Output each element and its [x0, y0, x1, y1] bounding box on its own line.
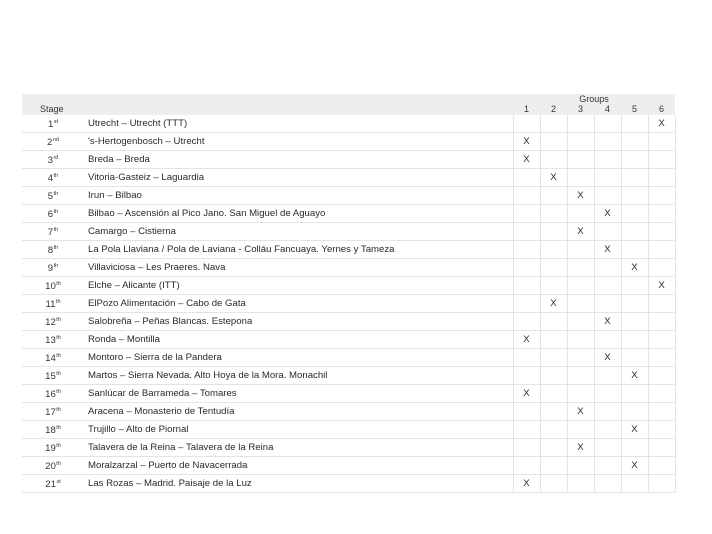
- stage-number-cell: [22, 169, 84, 187]
- group-cell-empty: [621, 295, 648, 313]
- stage-ordinal-suffix: th: [56, 281, 61, 287]
- stage-number: 16: [45, 389, 56, 400]
- stage-route: 's-Hertogenbosch – Utrecht: [84, 133, 513, 151]
- group-cell-empty: [594, 295, 621, 313]
- group-cell-empty: [567, 385, 594, 403]
- group-cell-empty: [621, 313, 648, 331]
- group-cell-empty: [513, 241, 540, 259]
- table-row: [22, 475, 675, 493]
- stage-number: 17: [45, 407, 56, 418]
- group-cell-empty: [513, 295, 540, 313]
- stage-route: Salobreña – Peñas Blancas. Estepona: [84, 313, 513, 331]
- table-row: [22, 439, 675, 457]
- group-cell-empty: [540, 475, 567, 493]
- group-mark: X: [513, 475, 540, 493]
- group-cell-empty: [648, 187, 675, 205]
- group-mark: X: [567, 223, 594, 241]
- group-cell-empty: [540, 115, 567, 133]
- group-cell-empty: [540, 349, 567, 367]
- stage-number: 20: [45, 461, 56, 472]
- stage-route: Aracena – Monasterio de Tentudía: [84, 403, 513, 421]
- stage-number-cell: [22, 133, 84, 151]
- stage-number: 13: [45, 335, 56, 346]
- table-header: [22, 94, 675, 115]
- group-cell-empty: [648, 223, 675, 241]
- stage-number-cell: [22, 151, 84, 169]
- stage-number: 19: [45, 443, 56, 454]
- group-cell-empty: [513, 457, 540, 475]
- group-cell-empty: [540, 277, 567, 295]
- stage-ordinal-suffix: th: [56, 389, 61, 395]
- group-cell-empty: [540, 457, 567, 475]
- stage-number: 18: [45, 425, 56, 436]
- group-cell-empty: [567, 259, 594, 277]
- stage-route: Trujillo – Alto de Piornal: [84, 421, 513, 439]
- stage-route: Villaviciosa – Les Praeres. Nava: [84, 259, 513, 277]
- group-cell-empty: [621, 133, 648, 151]
- group-cell-empty: [567, 241, 594, 259]
- group-cell-empty: [513, 403, 540, 421]
- group-cell-empty: [540, 385, 567, 403]
- group-cell-empty: [513, 169, 540, 187]
- group-cell-empty: [513, 277, 540, 295]
- stage-number: 14: [45, 353, 56, 364]
- stage-ordinal-suffix: th: [56, 353, 61, 359]
- stage-number-cell: [22, 349, 84, 367]
- stage-route: Sanlúcar de Barrameda – Tomares: [84, 385, 513, 403]
- stage-ordinal-suffix: th: [53, 245, 59, 251]
- stage-number-cell: [22, 295, 84, 313]
- stage-number-cell: [22, 457, 84, 475]
- group-cell-empty: [621, 277, 648, 295]
- group-mark: X: [594, 313, 621, 331]
- group-number-header: 6: [648, 104, 675, 115]
- stage-route: Breda – Breda: [84, 151, 513, 169]
- group-mark: X: [513, 151, 540, 169]
- group-number-header: 1: [513, 104, 540, 115]
- group-cell-empty: [567, 205, 594, 223]
- group-cell-empty: [648, 349, 675, 367]
- group-mark: X: [621, 421, 648, 439]
- group-cell-empty: [567, 295, 594, 313]
- stage-route: Ronda – Montilla: [84, 331, 513, 349]
- group-cell-empty: [621, 385, 648, 403]
- group-cell-empty: [513, 187, 540, 205]
- group-cell-empty: [513, 349, 540, 367]
- table-row: [22, 115, 675, 133]
- stage-number-cell: [22, 277, 84, 295]
- group-cell-empty: [540, 151, 567, 169]
- group-cell-empty: [567, 421, 594, 439]
- stage-number-cell: [22, 223, 84, 241]
- group-mark: X: [567, 439, 594, 457]
- route-header: [84, 104, 513, 115]
- group-cell-empty: [540, 223, 567, 241]
- group-mark: X: [540, 169, 567, 187]
- group-cell-empty: [594, 133, 621, 151]
- group-cell-empty: [567, 133, 594, 151]
- stage-route: Martos – Sierra Nevada. Alto Hoya de la Mora. Monachil: [84, 367, 513, 385]
- group-cell-empty: [594, 259, 621, 277]
- table-row: [22, 295, 675, 313]
- group-cell-empty: [540, 133, 567, 151]
- stage-number-cell: [22, 187, 84, 205]
- group-cell-empty: [621, 331, 648, 349]
- stage-route: Las Rozas – Madrid. Paisaje de la Luz: [84, 475, 513, 493]
- group-number-header: 5: [621, 104, 648, 115]
- group-cell-empty: [648, 421, 675, 439]
- group-cell-empty: [540, 439, 567, 457]
- stage-ordinal-suffix: th: [56, 371, 61, 377]
- stage-route: Bilbao – Ascensión al Pico Jano. San Miguel de Aguayo: [84, 205, 513, 223]
- group-mark: X: [621, 457, 648, 475]
- table-row: [22, 151, 675, 169]
- stage-ordinal-suffix: th: [56, 425, 61, 431]
- group-cell-empty: [594, 421, 621, 439]
- group-cell-empty: [567, 475, 594, 493]
- stage-route: Camargo – Cistierna: [84, 223, 513, 241]
- table-row: [22, 403, 675, 421]
- stage-ordinal-suffix: th: [53, 263, 59, 269]
- stage-ordinal-suffix: th: [56, 461, 61, 467]
- group-number-header: 4: [594, 104, 621, 115]
- group-cell-empty: [594, 475, 621, 493]
- stage-number: 1: [47, 119, 54, 130]
- group-cell-empty: [513, 439, 540, 457]
- group-cell-empty: [594, 439, 621, 457]
- stage-number-cell: [22, 403, 84, 421]
- group-mark: X: [648, 277, 675, 295]
- group-cell-empty: [621, 223, 648, 241]
- stage-number: 8: [47, 245, 54, 256]
- group-cell-empty: [540, 403, 567, 421]
- stage-number-cell: [22, 385, 84, 403]
- group-cell-empty: [648, 367, 675, 385]
- stage-number-cell: [22, 313, 84, 331]
- group-cell-empty: [513, 367, 540, 385]
- stage-route: Moralzarzal – Puerto de Navacerrada: [84, 457, 513, 475]
- group-cell-empty: [648, 475, 675, 493]
- group-mark: X: [513, 133, 540, 151]
- group-cell-empty: [594, 403, 621, 421]
- group-cell-empty: [648, 313, 675, 331]
- group-cell-empty: [540, 421, 567, 439]
- group-cell-empty: [621, 115, 648, 133]
- group-cell-empty: [513, 115, 540, 133]
- header-spacer: [22, 94, 84, 104]
- table-row: [22, 313, 675, 331]
- stage-route: Utrecht – Utrecht (TTT): [84, 115, 513, 133]
- stage-route: Montoro – Sierra de la Pandera: [84, 349, 513, 367]
- stage-ordinal-suffix: nd: [52, 137, 59, 143]
- stage-number: 9: [47, 263, 54, 274]
- group-cell-empty: [567, 169, 594, 187]
- group-number-header: 2: [540, 104, 567, 115]
- stage-number-cell: [22, 439, 84, 457]
- stage-ordinal-suffix: th: [53, 227, 59, 233]
- group-cell-empty: [648, 385, 675, 403]
- stage-route: La Pola Llaviana / Pola de Laviana - Colláu Fancuaya. Yernes y Tameza: [84, 241, 513, 259]
- group-cell-empty: [540, 313, 567, 331]
- stage-number: 6: [47, 209, 54, 220]
- group-cell-empty: [648, 457, 675, 475]
- group-cell-empty: [648, 295, 675, 313]
- stage-ordinal-suffix: th: [56, 317, 61, 323]
- group-cell-empty: [621, 241, 648, 259]
- stage-number-cell: [22, 259, 84, 277]
- stage-route: ElPozo Alimentación – Cabo de Gata: [84, 295, 513, 313]
- group-cell-empty: [567, 151, 594, 169]
- group-cell-empty: [621, 439, 648, 457]
- group-cell-empty: [621, 403, 648, 421]
- stage-number: 15: [45, 371, 56, 382]
- group-mark: X: [540, 295, 567, 313]
- group-cell-empty: [648, 439, 675, 457]
- stage-ordinal-suffix: st: [56, 479, 61, 485]
- group-mark: X: [513, 385, 540, 403]
- group-cell-empty: [567, 313, 594, 331]
- stage-route: Vitoria-Gasteiz – Laguardia: [84, 169, 513, 187]
- table-row: [22, 385, 675, 403]
- stage-ordinal-suffix: rd: [53, 155, 59, 161]
- stage-header: Stage: [22, 104, 84, 115]
- group-cell-empty: [648, 241, 675, 259]
- stage-route: Elche – Alicante (ITT): [84, 277, 513, 295]
- stage-number-cell: [22, 367, 84, 385]
- stage-ordinal-suffix: st: [53, 119, 59, 125]
- stage-ordinal-suffix: th: [53, 209, 59, 215]
- group-cell-empty: [540, 205, 567, 223]
- stage-number-cell: [22, 115, 84, 133]
- stage-number-cell: [22, 331, 84, 349]
- group-mark: X: [567, 403, 594, 421]
- stage-number-cell: [22, 475, 84, 493]
- table-row: [22, 259, 675, 277]
- table-row: [22, 367, 675, 385]
- group-cell-empty: [513, 421, 540, 439]
- stage-ordinal-suffix: th: [53, 173, 59, 179]
- group-cell-empty: [567, 277, 594, 295]
- group-mark: X: [621, 367, 648, 385]
- group-cell-empty: [567, 115, 594, 133]
- table-row: [22, 223, 675, 241]
- stage-number: 21: [45, 479, 56, 490]
- group-mark: X: [594, 241, 621, 259]
- table-body: [22, 115, 675, 493]
- table-row: [22, 241, 675, 259]
- group-cell-empty: [648, 403, 675, 421]
- group-mark: X: [594, 349, 621, 367]
- table-row: [22, 169, 675, 187]
- group-cell-empty: [540, 241, 567, 259]
- stage-number: 4: [47, 173, 54, 184]
- group-cell-empty: [513, 259, 540, 277]
- table-row: [22, 457, 675, 475]
- group-cell-empty: [621, 169, 648, 187]
- stage-number: 11: [45, 299, 56, 310]
- group-cell-empty: [621, 187, 648, 205]
- header-spacer: [84, 94, 513, 104]
- stage-number: 7: [47, 227, 54, 238]
- stage-number: 10: [45, 281, 56, 292]
- group-cell-empty: [567, 349, 594, 367]
- table-row: [22, 133, 675, 151]
- group-cell-empty: [540, 187, 567, 205]
- group-cell-empty: [567, 331, 594, 349]
- group-mark: X: [594, 205, 621, 223]
- table-row: [22, 331, 675, 349]
- group-cell-empty: [594, 169, 621, 187]
- table-row: [22, 421, 675, 439]
- table-row: [22, 277, 675, 295]
- stage-number: 3: [47, 155, 53, 166]
- group-cell-empty: [513, 205, 540, 223]
- group-cell-empty: [594, 151, 621, 169]
- group-cell-empty: [567, 457, 594, 475]
- group-cell-empty: [567, 367, 594, 385]
- group-cell-empty: [648, 205, 675, 223]
- stage-route: Talavera de la Reina – Talavera de la Reina: [84, 439, 513, 457]
- group-cell-empty: [594, 223, 621, 241]
- stage-ordinal-suffix: th: [56, 443, 61, 449]
- group-cell-empty: [594, 367, 621, 385]
- group-mark: X: [648, 115, 675, 133]
- group-cell-empty: [621, 205, 648, 223]
- stage-number: 12: [45, 317, 56, 328]
- stage-number-cell: [22, 241, 84, 259]
- table-row: [22, 187, 675, 205]
- group-cell-empty: [540, 367, 567, 385]
- group-cell-empty: [540, 331, 567, 349]
- stage-ordinal-suffix: th: [56, 335, 61, 341]
- group-mark: X: [513, 331, 540, 349]
- table-row: [22, 349, 675, 367]
- stage-route: Irun – Bilbao: [84, 187, 513, 205]
- group-cell-empty: [594, 457, 621, 475]
- group-cell-empty: [594, 385, 621, 403]
- group-cell-empty: [621, 151, 648, 169]
- stage-number: 5: [47, 191, 54, 202]
- stage-number: 2: [47, 137, 53, 148]
- groups-header: Groups: [513, 94, 675, 104]
- group-number-header: 3: [567, 104, 594, 115]
- group-cell-empty: [648, 331, 675, 349]
- group-cell-empty: [648, 169, 675, 187]
- stage-ordinal-suffix: th: [55, 299, 61, 305]
- group-cell-empty: [621, 349, 648, 367]
- group-cell-empty: [648, 133, 675, 151]
- group-cell-empty: [648, 259, 675, 277]
- stage-number-cell: [22, 205, 84, 223]
- table-row: [22, 205, 675, 223]
- group-cell-empty: [594, 331, 621, 349]
- stage-ordinal-suffix: th: [53, 191, 59, 197]
- group-mark: X: [621, 259, 648, 277]
- stage-number-cell: [22, 421, 84, 439]
- group-cell-empty: [540, 259, 567, 277]
- group-cell-empty: [594, 187, 621, 205]
- group-cell-empty: [513, 223, 540, 241]
- group-cell-empty: [513, 313, 540, 331]
- group-cell-empty: [621, 475, 648, 493]
- group-mark: X: [567, 187, 594, 205]
- stage-ordinal-suffix: th: [56, 407, 61, 413]
- group-cell-empty: [648, 151, 675, 169]
- group-cell-empty: [594, 277, 621, 295]
- group-cell-empty: [594, 115, 621, 133]
- stage-groups-table: [22, 94, 676, 493]
